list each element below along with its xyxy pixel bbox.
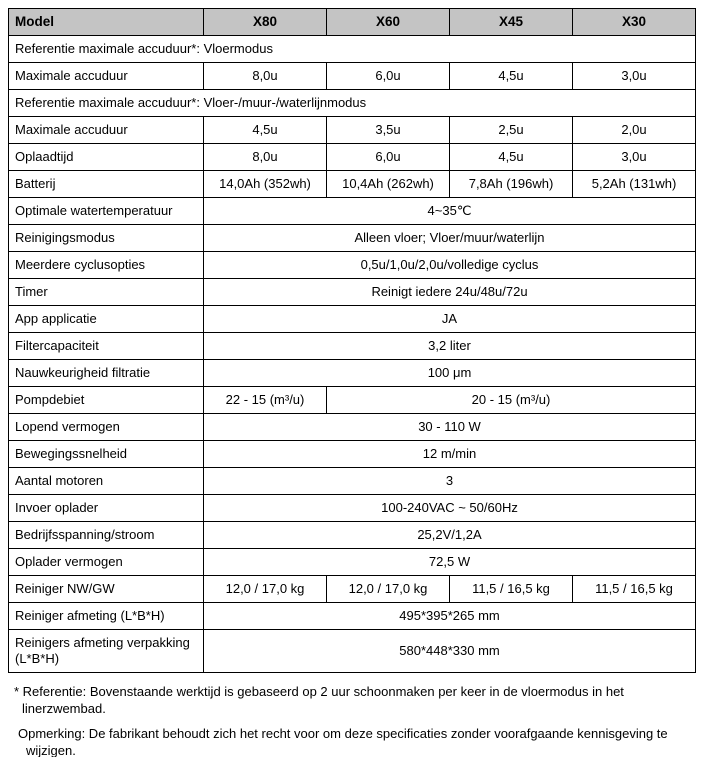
table-cell-value: 3,0u [573,144,696,171]
table-row [9,549,696,576]
table-cell-label: Meerdere cyclusopties [9,252,204,279]
table-cell-value: 11,5 / 16,5 kg [450,576,573,603]
table-cell-label: Optimale watertemperatuur [9,198,204,225]
table-cell-label: Bedrijfsspanning/stroom [9,522,204,549]
table-row [9,333,696,360]
table-cell-value: 72,5 W [204,549,696,576]
table-row [9,468,696,495]
table-row [9,630,696,673]
table-cell-value: 11,5 / 16,5 kg [573,576,696,603]
table-cell-label: Pompdebiet [9,387,204,414]
header-cell-model: Model [9,9,204,36]
table-cell-label: Batterij [9,171,204,198]
table-row [9,387,696,414]
table-row [9,306,696,333]
table-cell-value: Reinigt iedere 24u/48u/72u [204,279,696,306]
table-header-row [9,9,696,36]
table-row [9,144,696,171]
table-cell-label: Nauwkeurigheid filtratie [9,360,204,387]
table-row [9,441,696,468]
notes [8,683,695,757]
table-cell-value: 4,5u [204,117,327,144]
table-row [9,603,696,630]
table-cell-label: Invoer oplader [9,495,204,522]
table-row [9,279,696,306]
table-cell-value: 25,2V/1,2A [204,522,696,549]
table-cell-value: 8,0u [204,144,327,171]
table-cell-value: 8,0u [204,63,327,90]
table-row [9,36,696,63]
table-cell-value: 3,2 liter [204,333,696,360]
table-cell-section: Referentie maximale accuduur*: Vloermodus [9,36,696,63]
table-cell-value: 2,5u [450,117,573,144]
table-cell-value: 4,5u [450,63,573,90]
table-cell-section: Referentie maximale accuduur*: Vloer-/muur-/waterlijnmodus [9,90,696,117]
table-cell-label: Reinigingsmodus [9,225,204,252]
header-cell-x45: X45 [450,9,573,36]
table-cell-label: Lopend vermogen [9,414,204,441]
table-row [9,252,696,279]
table-cell-label: App applicatie [9,306,204,333]
table-cell-value: 100 μm [204,360,696,387]
spec-table [8,8,696,673]
footnote-remark: Opmerking: De fabrikant behoudt zich het recht voor om deze specificaties zonder voorafgaande kennisgeving te wijzigen. [18,726,668,757]
table-cell-value: 5,2Ah (131wh) [573,171,696,198]
table-cell-value: Alleen vloer; Vloer/muur/waterlijn [204,225,696,252]
table-row [9,225,696,252]
table-cell-value: 3 [204,468,696,495]
table-cell-value: 7,8Ah (196wh) [450,171,573,198]
table-cell-value: 2,0u [573,117,696,144]
table-cell-value: 20 - 15 (m³/u) [327,387,696,414]
spec-table-body [9,36,696,673]
table-cell-label: Filtercapaciteit [9,333,204,360]
footnote-reference: * Referentie: Bovenstaande werktijd is gebaseerd op 2 uur schoonmaken per keer in de vloermodus in het linerzwembad. [14,684,624,716]
table-row [9,90,696,117]
table-row [9,495,696,522]
table-cell-value: JA [204,306,696,333]
table-cell-label: Aantal motoren [9,468,204,495]
table-cell-value: 10,4Ah (262wh) [327,171,450,198]
table-cell-value: 4~35℃ [204,198,696,225]
table-row [9,171,696,198]
table-row [9,117,696,144]
table-cell-value: 3,5u [327,117,450,144]
table-row [9,522,696,549]
table-cell-label: Reiniger afmeting (L*B*H) [9,603,204,630]
table-cell-value: 22 - 15 (m³/u) [204,387,327,414]
table-row [9,576,696,603]
table-cell-label: Oplader vermogen [9,549,204,576]
table-cell-value: 495*395*265 mm [204,603,696,630]
table-row [9,360,696,387]
header-cell-x80: X80 [204,9,327,36]
table-cell-value: 0,5u/1,0u/2,0u/volledige cyclus [204,252,696,279]
table-cell-label: Maximale accuduur [9,117,204,144]
table-cell-label: Oplaadtijd [9,144,204,171]
table-row [9,198,696,225]
table-cell-value: 100-240VAC ~ 50/60Hz [204,495,696,522]
table-cell-value: 6,0u [327,144,450,171]
spec-table-head [9,9,696,36]
table-cell-value: 580*448*330 mm [204,630,696,673]
table-cell-label: Bewegingssnelheid [9,441,204,468]
table-row [9,63,696,90]
table-cell-label: Maximale accuduur [9,63,204,90]
table-cell-value: 30 - 110 W [204,414,696,441]
table-cell-value: 12,0 / 17,0 kg [327,576,450,603]
table-cell-label: Timer [9,279,204,306]
table-cell-value: 3,0u [573,63,696,90]
table-row [9,414,696,441]
table-cell-value: 4,5u [450,144,573,171]
table-cell-value: 12 m/min [204,441,696,468]
header-cell-x30: X30 [573,9,696,36]
table-cell-label: Reiniger NW/GW [9,576,204,603]
table-cell-value: 14,0Ah (352wh) [204,171,327,198]
table-cell-value: 12,0 / 17,0 kg [204,576,327,603]
table-cell-label: Reinigers afmeting verpakking (L*B*H) [9,630,204,673]
header-cell-x60: X60 [327,9,450,36]
table-cell-value: 6,0u [327,63,450,90]
